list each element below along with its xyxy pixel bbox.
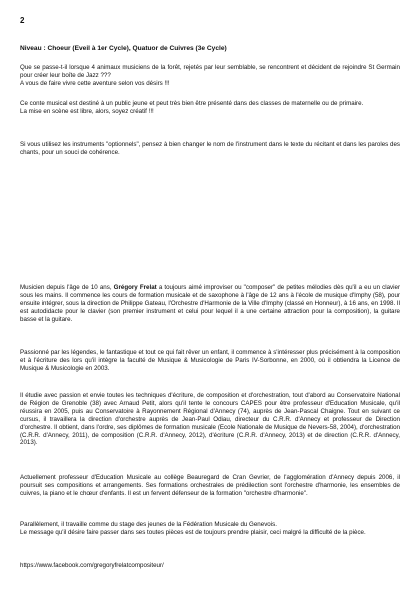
bio-paragraph-1-rest: a toujours aimé improviser ou "composer" de petites mélodies dès qu'il a eu un clavier sous les mains. Il commence les cours de formation musicale et de saxophone à l'âge de 12 ans à l'école de musique d'Imphy (58), pour ensuite intégrer, sous la direction de Philippe Gateau, l'Orchestre d'Harmonie de la Ville d'Imphy (classé en Honneur), à 16 ans, en 1998. Il est autodidacte pour le clavier (son premier instrument et celui pour lequel il a une certaine attraction pour la composition), la guitare basse et la guitare. (20, 284, 400, 323)
facebook-link[interactable]: https://www.facebook.com/gregoryfrelatcompositeur/ (20, 562, 164, 569)
instruments-note-text: Si vous utilisez les instruments "optionnels", pensez à bien changer le nom de l'instrument dans le texte du récitant et dans les paroles des chants, pour un souci de cohérence. (20, 141, 400, 156)
bio-paragraph-5-line-1: Parallèlement, il travaille comme du stage des jeunes de la Fédération Musicale du Genevois. (20, 521, 277, 528)
bio-paragraph-3-text: Il étudie avec passion et envie toutes les techniques d'écriture, de composition et d'orchestration, tout d'abord au Conservatoire National de Région de Grenoble (38) avec Arnaud Petit, alors qu'il tente le concours CAPES pour être professeur d'Education Musicale, qu'il réussira en 2005, puis au Conservatoire à Rayonnement Régional d'Annecy (74), auprès de Jean-Pascal Chaigne. Tout en suivant ce cursus, il travaillera la direction d'orchestre auprès de Jean-Paul Odiau, directeur du C.R.R. d'Annecy et professeur de Direction d'orchestre. Il obtient, dans l'ordre, ses diplômes de formation musicale (Ecole Nationale de Musique de Nevers-58, 2004), d'orchestration (C.R.R. d'Annecy, 2011), de composition (C.R.R. d'Annecy, 2012), d'écriture (C.R.R. d'Annecy, 2013) et de direction (C.R.R. d'Annecy, 2013). (20, 392, 400, 447)
level-heading: Niveau : Choeur (Eveil à 1er Cycle), Quatuor de Cuivres (3e Cycle) (20, 45, 227, 52)
intro-invitation: A vous de faire vivre cette aventure selon vos désirs !!! (20, 79, 170, 87)
bio-paragraph-5 (20, 521, 400, 537)
bio-paragraph-2 (20, 349, 400, 373)
bio-paragraph-1 (20, 284, 400, 324)
bio-paragraph-4-text: Actuellement professeur d'Education Musicale au collège Beauregard de Cran Gevrier, de l'agglomération d'Annecy depuis 2006, il poursuit ses compositions et arrangements. Ses formations orchestrales de prédilection sont l'orchestre d'harmonie, les ensembles de cuivres, la piano et le chœur d'enfants. Il est un fervent défenseur de la formation "orchestre d'harmonie". (20, 474, 400, 497)
bio-paragraph-2-text: Passionné par les légendes, le fantastique et tout ce qui fait rêver un enfant, il commence à s'intéresser plus précisément à la composition et à l'écriture des lors qu'il intègre la faculté de Musique & Musicologie de Paris IV-Sorbonne, en 2000, où il obtiendra la Licence de Musique & Musicologie en 2003. (20, 349, 400, 372)
intro-paragraph (20, 64, 400, 88)
bio-paragraph-3 (20, 392, 400, 447)
bio-paragraph-4 (20, 474, 400, 498)
composer-name: Grégory Frelat (113, 284, 157, 291)
bio-intro-text: Musicien depuis l'âge de 10 ans, (20, 284, 114, 291)
instruments-note (20, 141, 400, 157)
bio-paragraph-5-line-2: Le message qu'il désire faire passer dans ses toutes pièces est de toujours prendre plaisir, ceci malgré la difficulté de la pièce. (20, 528, 366, 536)
bio-paragraph-1-text (20, 284, 400, 324)
intro-question: Que se passe-t-il lorsque 4 animaux musiciens de la forêt, rejetés par leur semblable, se rencontrent et décident de rejoindre St Germain pour créer leur boîte de Jazz ??? (20, 64, 400, 79)
audience-text: Ce conte musical est destiné à un public jeune et peut très bien être présenté dans des classes de maternelle ou de primaire. (20, 100, 364, 107)
page-number: 2 (20, 16, 25, 25)
audience-paragraph (20, 100, 400, 116)
staging-text: La mise en scène est libre, alors, soyez créatif !!! (20, 107, 154, 115)
